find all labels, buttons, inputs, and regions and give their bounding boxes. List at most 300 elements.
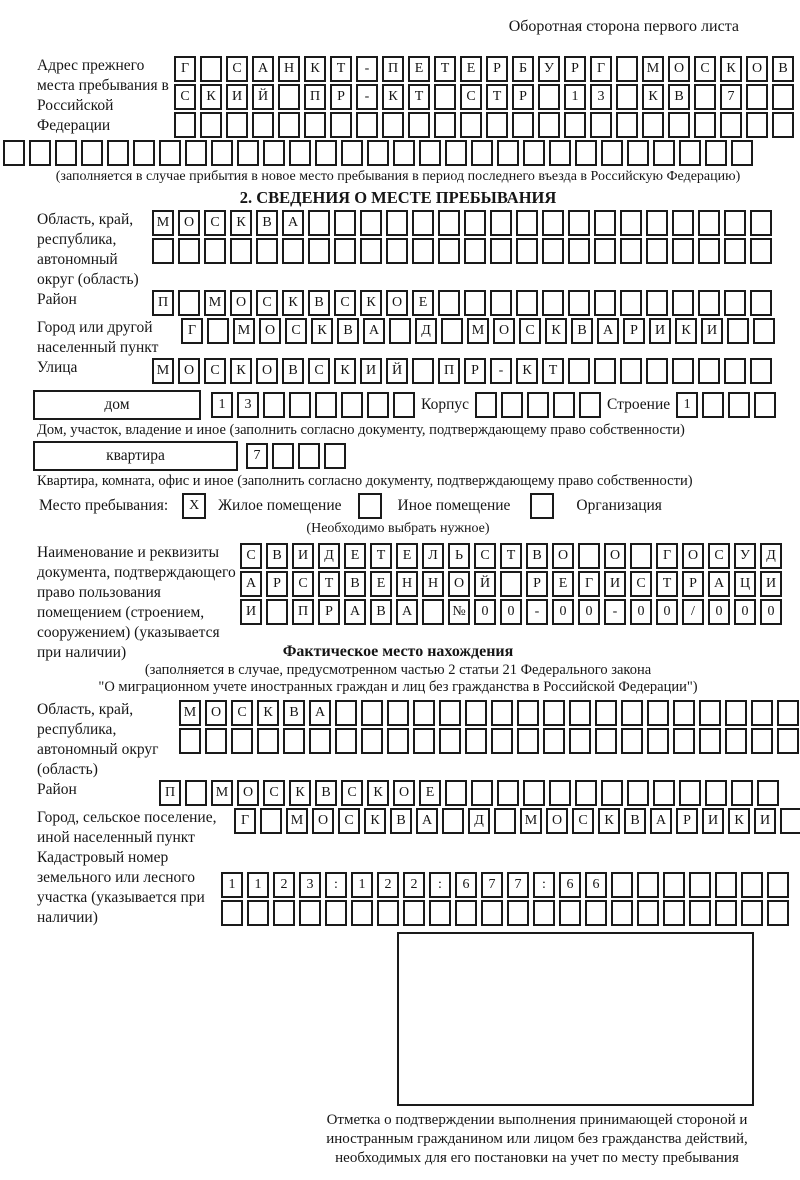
char-cell[interactable]: 0 xyxy=(578,599,600,625)
char-cell[interactable] xyxy=(724,290,746,316)
char-cell[interactable]: В xyxy=(390,808,412,834)
stay-type-checkbox-organization[interactable] xyxy=(530,493,554,519)
char-cell[interactable] xyxy=(263,140,285,166)
char-cell[interactable] xyxy=(283,728,305,754)
char-cell[interactable] xyxy=(490,210,512,236)
char-cell[interactable] xyxy=(542,290,564,316)
char-cell[interactable] xyxy=(568,238,590,264)
char-cell[interactable] xyxy=(620,290,642,316)
char-cell[interactable] xyxy=(767,872,789,898)
char-cell[interactable] xyxy=(185,780,207,806)
char-cell[interactable] xyxy=(471,780,493,806)
char-cell[interactable] xyxy=(668,112,690,138)
char-cell[interactable]: Г xyxy=(234,808,256,834)
char-cell[interactable]: Р xyxy=(676,808,698,834)
char-cell[interactable]: Т xyxy=(318,571,340,597)
char-cell[interactable] xyxy=(527,392,549,418)
char-cell[interactable] xyxy=(439,700,461,726)
stay-type-checkbox-residential[interactable]: X xyxy=(182,493,206,519)
char-cell[interactable]: 0 xyxy=(552,599,574,625)
char-cell[interactable] xyxy=(438,290,460,316)
char-cell[interactable]: 0 xyxy=(760,599,782,625)
char-cell[interactable]: А xyxy=(240,571,262,597)
char-cell[interactable] xyxy=(725,700,747,726)
char-cell[interactable]: 1 xyxy=(676,392,698,418)
char-cell[interactable] xyxy=(211,140,233,166)
char-cell[interactable]: М xyxy=(286,808,308,834)
char-cell[interactable]: М xyxy=(179,700,201,726)
char-cell[interactable]: С xyxy=(519,318,541,344)
char-cell[interactable] xyxy=(179,728,201,754)
char-cell[interactable] xyxy=(689,900,711,926)
char-cell[interactable] xyxy=(620,238,642,264)
char-cell[interactable] xyxy=(585,900,607,926)
char-cell[interactable]: Й xyxy=(252,84,274,110)
char-cell[interactable] xyxy=(501,392,523,418)
char-cell[interactable]: 1 xyxy=(221,872,243,898)
char-cell[interactable]: 0 xyxy=(708,599,730,625)
char-cell[interactable]: С xyxy=(240,543,262,569)
char-cell[interactable]: И xyxy=(226,84,248,110)
char-cell[interactable]: О xyxy=(256,358,278,384)
char-cell[interactable] xyxy=(750,358,772,384)
char-cell[interactable] xyxy=(538,84,560,110)
char-cell[interactable]: 1 xyxy=(247,872,269,898)
char-cell[interactable] xyxy=(720,112,742,138)
char-cell[interactable]: П xyxy=(159,780,181,806)
char-cell[interactable] xyxy=(646,238,668,264)
char-cell[interactable]: И xyxy=(760,571,782,597)
char-cell[interactable]: С xyxy=(338,808,360,834)
char-cell[interactable] xyxy=(753,318,775,344)
char-cell[interactable]: К xyxy=(675,318,697,344)
char-cell[interactable]: 3 xyxy=(590,84,612,110)
char-cell[interactable]: О xyxy=(237,780,259,806)
house-type-box[interactable]: дом xyxy=(33,390,201,420)
char-cell[interactable] xyxy=(282,238,304,264)
char-cell[interactable]: 6 xyxy=(559,872,581,898)
char-cell[interactable]: 7 xyxy=(720,84,742,110)
char-cell[interactable]: М xyxy=(467,318,489,344)
char-cell[interactable] xyxy=(715,872,737,898)
char-cell[interactable] xyxy=(360,238,382,264)
char-cell[interactable] xyxy=(728,392,750,418)
char-cell[interactable] xyxy=(55,140,77,166)
char-cell[interactable]: К xyxy=(200,84,222,110)
char-cell[interactable]: 3 xyxy=(299,872,321,898)
char-cell[interactable] xyxy=(767,900,789,926)
char-cell[interactable]: К xyxy=(334,358,356,384)
char-cell[interactable] xyxy=(642,112,664,138)
char-cell[interactable] xyxy=(715,900,737,926)
apartment-type-box[interactable]: квартира xyxy=(33,441,238,471)
char-cell[interactable] xyxy=(616,112,638,138)
char-cell[interactable] xyxy=(289,392,311,418)
char-cell[interactable] xyxy=(627,140,649,166)
char-cell[interactable] xyxy=(460,112,482,138)
char-cell[interactable]: 0 xyxy=(474,599,496,625)
char-cell[interactable] xyxy=(204,238,226,264)
char-cell[interactable] xyxy=(620,210,642,236)
char-cell[interactable] xyxy=(298,443,320,469)
char-cell[interactable] xyxy=(387,728,409,754)
char-cell[interactable]: О xyxy=(259,318,281,344)
char-cell[interactable] xyxy=(549,780,571,806)
char-cell[interactable] xyxy=(308,210,330,236)
char-cell[interactable] xyxy=(679,780,701,806)
char-cell[interactable] xyxy=(178,290,200,316)
char-cell[interactable]: Е xyxy=(408,56,430,82)
char-cell[interactable]: С xyxy=(308,358,330,384)
char-cell[interactable] xyxy=(273,900,295,926)
char-cell[interactable]: И xyxy=(702,808,724,834)
char-cell[interactable]: Д xyxy=(468,808,490,834)
char-cell[interactable] xyxy=(746,112,768,138)
char-cell[interactable] xyxy=(445,780,467,806)
char-cell[interactable] xyxy=(237,140,259,166)
char-cell[interactable] xyxy=(646,290,668,316)
char-cell[interactable]: Б xyxy=(512,56,534,82)
char-cell[interactable] xyxy=(341,140,363,166)
char-cell[interactable]: И xyxy=(701,318,723,344)
char-cell[interactable]: К xyxy=(230,358,252,384)
char-cell[interactable]: Т xyxy=(434,56,456,82)
char-cell[interactable] xyxy=(465,700,487,726)
char-cell[interactable]: 0 xyxy=(656,599,678,625)
char-cell[interactable]: Р xyxy=(486,56,508,82)
char-cell[interactable] xyxy=(575,780,597,806)
char-cell[interactable] xyxy=(694,112,716,138)
char-cell[interactable]: И xyxy=(292,543,314,569)
char-cell[interactable] xyxy=(382,112,404,138)
char-cell[interactable] xyxy=(278,84,300,110)
char-cell[interactable]: Т xyxy=(370,543,392,569)
char-cell[interactable]: П xyxy=(304,84,326,110)
char-cell[interactable]: С xyxy=(694,56,716,82)
char-cell[interactable] xyxy=(594,290,616,316)
char-cell[interactable]: П xyxy=(382,56,404,82)
char-cell[interactable] xyxy=(497,140,519,166)
char-cell[interactable] xyxy=(694,84,716,110)
char-cell[interactable]: 1 xyxy=(564,84,586,110)
char-cell[interactable]: А xyxy=(597,318,619,344)
char-cell[interactable] xyxy=(475,392,497,418)
char-cell[interactable] xyxy=(751,700,773,726)
char-cell[interactable] xyxy=(646,210,668,236)
char-cell[interactable]: П xyxy=(152,290,174,316)
char-cell[interactable]: В xyxy=(283,700,305,726)
char-cell[interactable]: С xyxy=(174,84,196,110)
char-cell[interactable] xyxy=(630,543,652,569)
char-cell[interactable]: А xyxy=(252,56,274,82)
char-cell[interactable] xyxy=(334,238,356,264)
char-cell[interactable] xyxy=(490,290,512,316)
char-cell[interactable]: С xyxy=(474,543,496,569)
char-cell[interactable]: А xyxy=(416,808,438,834)
char-cell[interactable] xyxy=(699,728,721,754)
char-cell[interactable] xyxy=(663,900,685,926)
char-cell[interactable] xyxy=(699,700,721,726)
char-cell[interactable] xyxy=(412,210,434,236)
char-cell[interactable]: С xyxy=(572,808,594,834)
char-cell[interactable] xyxy=(672,358,694,384)
char-cell[interactable] xyxy=(429,900,451,926)
char-cell[interactable]: 7 xyxy=(507,872,529,898)
char-cell[interactable] xyxy=(564,112,586,138)
char-cell[interactable] xyxy=(260,808,282,834)
char-cell[interactable] xyxy=(178,238,200,264)
char-cell[interactable] xyxy=(750,210,772,236)
char-cell[interactable]: 1 xyxy=(351,872,373,898)
char-cell[interactable] xyxy=(673,728,695,754)
char-cell[interactable]: В xyxy=(624,808,646,834)
char-cell[interactable]: Р xyxy=(330,84,352,110)
char-cell[interactable] xyxy=(647,728,669,754)
char-cell[interactable] xyxy=(341,392,363,418)
char-cell[interactable] xyxy=(647,700,669,726)
char-cell[interactable] xyxy=(335,728,357,754)
char-cell[interactable]: Т xyxy=(330,56,352,82)
char-cell[interactable]: М xyxy=(520,808,542,834)
char-cell[interactable] xyxy=(620,358,642,384)
char-cell[interactable] xyxy=(780,808,800,834)
char-cell[interactable]: И xyxy=(604,571,626,597)
char-cell[interactable] xyxy=(705,140,727,166)
char-cell[interactable]: Д xyxy=(415,318,437,344)
char-cell[interactable]: Г xyxy=(174,56,196,82)
char-cell[interactable] xyxy=(646,358,668,384)
char-cell[interactable] xyxy=(741,900,763,926)
char-cell[interactable]: К xyxy=(367,780,389,806)
char-cell[interactable]: Т xyxy=(542,358,564,384)
char-cell[interactable] xyxy=(516,238,538,264)
char-cell[interactable]: 2 xyxy=(377,872,399,898)
char-cell[interactable] xyxy=(523,780,545,806)
char-cell[interactable]: О xyxy=(386,290,408,316)
char-cell[interactable] xyxy=(438,238,460,264)
char-cell[interactable]: Р xyxy=(266,571,288,597)
char-cell[interactable]: Р xyxy=(512,84,534,110)
char-cell[interactable]: : xyxy=(429,872,451,898)
char-cell[interactable] xyxy=(731,140,753,166)
char-cell[interactable] xyxy=(386,238,408,264)
char-cell[interactable]: В xyxy=(526,543,548,569)
char-cell[interactable] xyxy=(464,238,486,264)
char-cell[interactable] xyxy=(315,140,337,166)
char-cell[interactable] xyxy=(465,728,487,754)
char-cell[interactable]: С xyxy=(231,700,253,726)
char-cell[interactable] xyxy=(351,900,373,926)
char-cell[interactable]: В xyxy=(266,543,288,569)
char-cell[interactable]: Г xyxy=(656,543,678,569)
char-cell[interactable] xyxy=(543,728,565,754)
char-cell[interactable] xyxy=(569,700,591,726)
char-cell[interactable]: К xyxy=(382,84,404,110)
char-cell[interactable]: А xyxy=(363,318,385,344)
char-cell[interactable]: Г xyxy=(181,318,203,344)
char-cell[interactable] xyxy=(601,780,623,806)
char-cell[interactable] xyxy=(412,358,434,384)
char-cell[interactable] xyxy=(174,112,196,138)
char-cell[interactable] xyxy=(672,238,694,264)
char-cell[interactable]: В xyxy=(282,358,304,384)
char-cell[interactable]: В xyxy=(315,780,337,806)
char-cell[interactable] xyxy=(698,210,720,236)
char-cell[interactable]: С xyxy=(341,780,363,806)
char-cell[interactable]: Н xyxy=(278,56,300,82)
char-cell[interactable]: К xyxy=(304,56,326,82)
char-cell[interactable]: Т xyxy=(408,84,430,110)
char-cell[interactable] xyxy=(516,210,538,236)
char-cell[interactable] xyxy=(152,238,174,264)
char-cell[interactable]: 6 xyxy=(455,872,477,898)
char-cell[interactable]: К xyxy=(230,210,252,236)
char-cell[interactable] xyxy=(616,84,638,110)
char-cell[interactable] xyxy=(594,358,616,384)
char-cell[interactable] xyxy=(672,290,694,316)
char-cell[interactable]: Й xyxy=(386,358,408,384)
char-cell[interactable] xyxy=(653,140,675,166)
char-cell[interactable] xyxy=(673,700,695,726)
char-cell[interactable] xyxy=(689,872,711,898)
char-cell[interactable] xyxy=(419,140,441,166)
char-cell[interactable] xyxy=(731,780,753,806)
char-cell[interactable]: С xyxy=(334,290,356,316)
char-cell[interactable]: 3 xyxy=(237,392,259,418)
char-cell[interactable] xyxy=(393,392,415,418)
char-cell[interactable] xyxy=(272,443,294,469)
char-cell[interactable]: С xyxy=(256,290,278,316)
char-cell[interactable] xyxy=(772,84,794,110)
char-cell[interactable] xyxy=(754,392,776,418)
char-cell[interactable] xyxy=(299,900,321,926)
char-cell[interactable] xyxy=(434,112,456,138)
char-cell[interactable] xyxy=(107,140,129,166)
char-cell[interactable] xyxy=(569,728,591,754)
char-cell[interactable]: М xyxy=(204,290,226,316)
char-cell[interactable] xyxy=(200,112,222,138)
char-cell[interactable] xyxy=(698,238,720,264)
char-cell[interactable]: № xyxy=(448,599,470,625)
char-cell[interactable] xyxy=(724,210,746,236)
char-cell[interactable]: О xyxy=(746,56,768,82)
char-cell[interactable] xyxy=(517,700,539,726)
char-cell[interactable] xyxy=(200,56,222,82)
char-cell[interactable]: 2 xyxy=(403,872,425,898)
char-cell[interactable] xyxy=(549,140,571,166)
char-cell[interactable] xyxy=(491,700,513,726)
char-cell[interactable]: С xyxy=(263,780,285,806)
char-cell[interactable] xyxy=(256,238,278,264)
char-cell[interactable] xyxy=(335,700,357,726)
char-cell[interactable] xyxy=(252,112,274,138)
char-cell[interactable]: Т xyxy=(656,571,678,597)
char-cell[interactable]: : xyxy=(325,872,347,898)
char-cell[interactable] xyxy=(512,112,534,138)
char-cell[interactable]: 7 xyxy=(246,443,268,469)
char-cell[interactable] xyxy=(231,728,253,754)
char-cell[interactable] xyxy=(595,700,617,726)
char-cell[interactable] xyxy=(559,900,581,926)
char-cell[interactable] xyxy=(361,700,383,726)
char-cell[interactable] xyxy=(278,112,300,138)
char-cell[interactable] xyxy=(621,700,643,726)
char-cell[interactable]: И xyxy=(360,358,382,384)
char-cell[interactable]: В xyxy=(256,210,278,236)
char-cell[interactable] xyxy=(543,700,565,726)
char-cell[interactable] xyxy=(412,238,434,264)
char-cell[interactable] xyxy=(637,872,659,898)
char-cell[interactable]: В xyxy=(344,571,366,597)
char-cell[interactable]: 0 xyxy=(630,599,652,625)
char-cell[interactable]: С xyxy=(226,56,248,82)
char-cell[interactable] xyxy=(81,140,103,166)
char-cell[interactable] xyxy=(698,358,720,384)
char-cell[interactable]: И xyxy=(240,599,262,625)
char-cell[interactable] xyxy=(627,780,649,806)
char-cell[interactable] xyxy=(637,900,659,926)
char-cell[interactable] xyxy=(575,140,597,166)
char-cell[interactable] xyxy=(750,238,772,264)
char-cell[interactable] xyxy=(481,900,503,926)
char-cell[interactable]: В xyxy=(370,599,392,625)
char-cell[interactable]: С xyxy=(204,358,226,384)
char-cell[interactable]: О xyxy=(178,358,200,384)
char-cell[interactable]: Р xyxy=(464,358,486,384)
char-cell[interactable]: С xyxy=(204,210,226,236)
char-cell[interactable] xyxy=(413,728,435,754)
char-cell[interactable]: М xyxy=(152,358,174,384)
char-cell[interactable] xyxy=(464,290,486,316)
char-cell[interactable]: О xyxy=(604,543,626,569)
char-cell[interactable]: Р xyxy=(526,571,548,597)
char-cell[interactable]: Е xyxy=(460,56,482,82)
char-cell[interactable]: Д xyxy=(760,543,782,569)
char-cell[interactable] xyxy=(601,140,623,166)
char-cell[interactable]: С xyxy=(708,543,730,569)
char-cell[interactable]: А xyxy=(650,808,672,834)
char-cell[interactable] xyxy=(702,392,724,418)
char-cell[interactable] xyxy=(679,140,701,166)
char-cell[interactable] xyxy=(315,392,337,418)
char-cell[interactable]: Й xyxy=(474,571,496,597)
char-cell[interactable] xyxy=(438,210,460,236)
char-cell[interactable] xyxy=(205,728,227,754)
char-cell[interactable]: О xyxy=(493,318,515,344)
char-cell[interactable] xyxy=(751,728,773,754)
char-cell[interactable]: О xyxy=(230,290,252,316)
char-cell[interactable] xyxy=(445,140,467,166)
char-cell[interactable]: Т xyxy=(500,543,522,569)
char-cell[interactable] xyxy=(29,140,51,166)
char-cell[interactable] xyxy=(185,140,207,166)
char-cell[interactable]: К xyxy=(642,84,664,110)
char-cell[interactable]: Н xyxy=(396,571,418,597)
char-cell[interactable] xyxy=(455,900,477,926)
char-cell[interactable] xyxy=(3,140,25,166)
char-cell[interactable]: Р xyxy=(564,56,586,82)
char-cell[interactable]: О xyxy=(205,700,227,726)
char-cell[interactable] xyxy=(334,210,356,236)
char-cell[interactable]: К xyxy=(289,780,311,806)
char-cell[interactable] xyxy=(133,140,155,166)
char-cell[interactable] xyxy=(523,140,545,166)
char-cell[interactable]: А xyxy=(282,210,304,236)
char-cell[interactable]: К xyxy=(516,358,538,384)
char-cell[interactable] xyxy=(266,599,288,625)
char-cell[interactable]: М xyxy=(211,780,233,806)
char-cell[interactable] xyxy=(507,900,529,926)
